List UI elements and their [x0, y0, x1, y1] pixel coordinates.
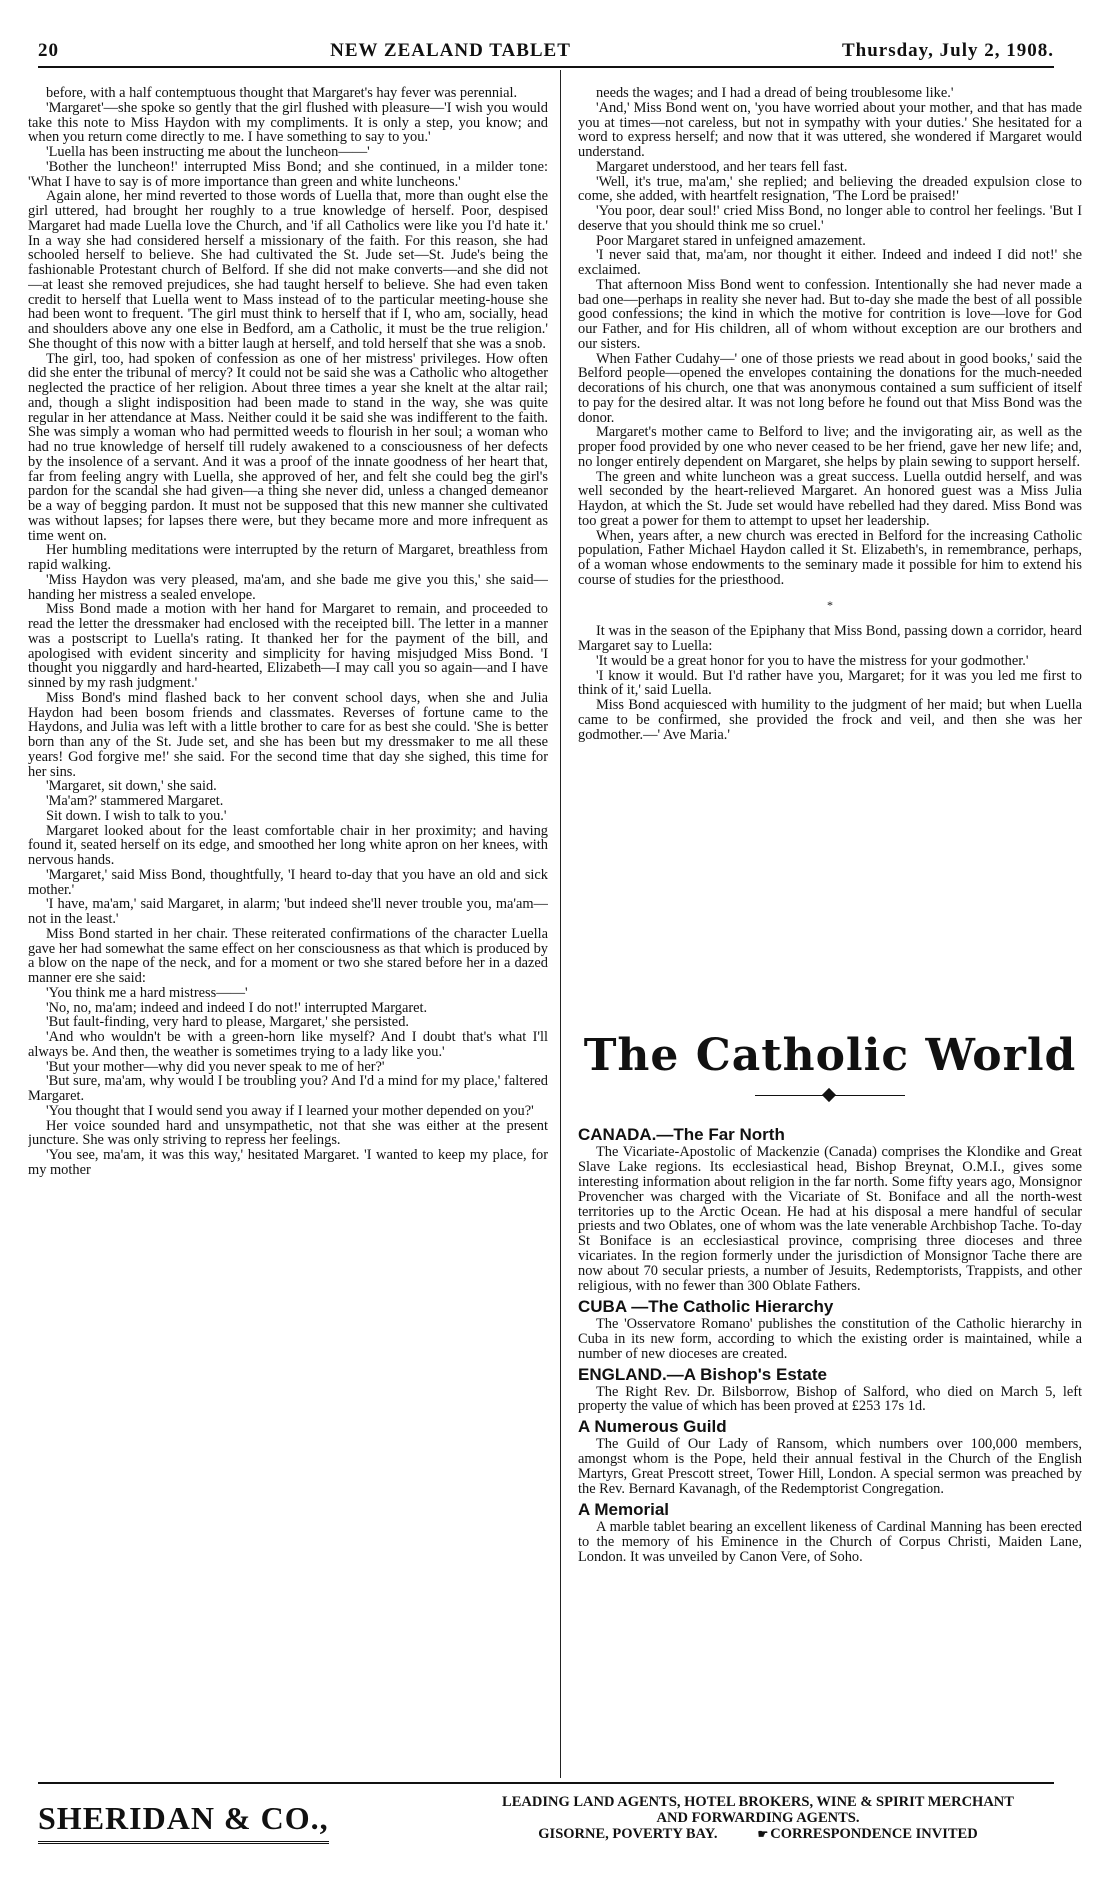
story-paragraph: When Father Cudahy—' one of those priests we read about in good books,' said the Belford people—opened the envelopes containing the donations for the much-needed decorations of his church, one that was anonymous contained a sum sufficient of itself to pay for the desired altar. It was not long before he found out that Miss Bond was the donor. [578, 350, 1082, 426]
news-item-title: CANADA.—The Far North [578, 1125, 785, 1144]
story-paragraph: 'Well, it's true, ma'am,' she replied; and believing the dreaded expulsion close to come, she added, with heartfelt resignation, 'The Lord be praised!' [578, 173, 1082, 205]
header-rule [38, 66, 1054, 68]
ad-firm-name: SHERIDAN & CO., [38, 1800, 329, 1844]
publication-title: NEW ZEALAND TABLET [330, 40, 571, 61]
ad-correspondence-text: CORRESPONDENCE INVITED [770, 1826, 978, 1842]
issue-date: Thursday, July 2, 1908. [841, 40, 1054, 61]
story-paragraph: Margaret looked about for the least comfortable chair in her proximity; and having found it, seated herself on its edge, and smoothed her long white apron on her knees, with nervous hands. [28, 822, 548, 868]
news-item-body: The 'Osservatore Romano' publishes the constitution of the Catholic hierarchy in Cuba in its new form, according to which the existing order is maintained, while a number of new dioceses are created. [578, 1315, 1082, 1362]
story-paragraph: Miss Bond started in her chair. These reiterated confirmations of the character Luella gave her had somewhat the same effect on her consciousness as that which is produced by a blow on the nape of the neck, and for a moment or two she stared before her in a dazed manner ere she said: [28, 925, 548, 986]
ad-line-2: AND FORWARDING AGENTS. [656, 1810, 860, 1826]
story-paragraph: 'But sure, ma'am, why would I be troubling you? And I'd a mind for my place,' faltered Margaret. [28, 1073, 548, 1104]
story-paragraph: 'You think me a hard mistress——' [46, 984, 248, 1001]
epilogue-paragraph: It was in the season of the Epiphany that Miss Bond, passing down a corridor, heard Margaret say to Luella: [578, 623, 1082, 654]
section-heading: The Catholic World [583, 1030, 1077, 1081]
story-paragraph: 'Ma'am?' stammered Margaret. [46, 793, 224, 809]
story-paragraph: 'But your mother—why did you never speak to me of her?' [46, 1058, 385, 1075]
catholic-world-heading-box [578, 1030, 1082, 1096]
pointing-hand-icon: ☛ [757, 1827, 769, 1841]
story-paragraph: 'I have, ma'am,' said Margaret, in alarm; 'but indeed she'll never trouble you, ma'am—not in the least.' [28, 896, 548, 927]
story-paragraph: before, with a half contemptuous thought that Margaret's hay fever was perennial. [46, 86, 518, 101]
news-item-body: The Vicariate-Apostolic of Mackenzie (Canada) comprises the Klondike and Great Slave Lake regions. Its ecclesiastical head, Bishop Breynat, O.M.I., gives some interesting information about religion in the far north. Some fifty years ago, Monsignor Provencher was charged with the Vicariate of St. Boniface and all the north-west territories up to the Arctic Ocean. He had at his disposal a mere handful of secular priests and two Oblates, one of whom was the late venerable Archbishop Tache. To-day St Boniface is an ecclesiastical province, comprising three dioceses and three vicariates. In the region formerly under the jurisdiction of Monsignor Tache there are now about 70 secular priests, a number of Jesuits, Redemptorists, Trappists, and other religious, with no fewer than 300 Oblate Fathers. [578, 1143, 1082, 1295]
story-paragraph: Margaret's mother came to Belford to live; and the invigorating air, as well as the proper food provided by one who never ceased to be her friend, gave her new life; and, no longer entirely dependent on Margaret, she helps by plain sewing to support herself. [578, 424, 1082, 470]
page-header [38, 36, 1054, 62]
story-column-left [28, 86, 548, 1781]
news-item-title: CUBA —The Catholic Hierarchy [578, 1296, 834, 1316]
story-paragraph: 'Margaret, sit down,' she said. [46, 778, 217, 795]
story-paragraph: 'Miss Haydon was very pleased, ma'am, and she bade me give you this,' she said—handing her mistress a sealed envelope. [28, 571, 548, 603]
story-paragraph: The girl, too, had spoken of confession as one of her mistress' privileges. How often did she enter the tribunal of mercy? It could not be said she was a Catholic who altogether neglected the practice of her religion. About three times a year she knelt at the altar rail; and, though a slight indisposition had been made to stand in the way, she was quite regular in her attendance at Mass. Neither could it be said she was indifferent to the faith. She was simply a woman who had permitted weeds to flourish in her soul; a woman who had no true knowledge of herself till rudely awakened to a consciousness of her defects by the insolence of a servant. And it was a proof of the innate goodness of her heart that, far from feeling angry with Luella, she approved of her, and felt she could beg the girl's pardon for the scandal she had given—a thing she never did, unless a changed demeanor be a way of begging pardon. It must not be supposed that this new manner she cultivated was without lapses; for lapses there were, but they became more and more infrequent as time went on. [28, 350, 548, 544]
story-paragraph: 'I never said that, ma'am, nor thought it either. Indeed and indeed I did not!' she exclaimed. [578, 247, 1082, 278]
story-paragraph: 'Luella has been instructing me about the luncheon——' [46, 144, 370, 160]
news-item-body: The Right Rev. Dr. Bilsborrow, Bishop of Salford, who died on March 5, left property the value of which has been proved at £253 17s 1d. [578, 1383, 1082, 1415]
news-item-body: A marble tablet bearing an excellent likeness of Cardinal Manning has been erected to the memory of his Eminence in the Church of Corpus Christi, Maiden Lane, London. It was unveiled by Canon Vere, of Soho. [578, 1518, 1082, 1565]
story-paragraph: 'Margaret,' said Miss Bond, thoughtfully, 'I heard to-day that you have an old and sick mother.' [28, 866, 548, 898]
story-paragraph: Poor Margaret stared in unfeigned amazement. [596, 232, 866, 249]
ad-contact [448, 1826, 1068, 1842]
epilogue-paragraph: 'It would be a great honor for you to have the mistress for your godmother.' [596, 652, 1029, 669]
story-paragraph: 'You poor, dear soul!' cried Miss Bond, no longer able to control her feelings. 'But I deserve that you should think me so cruel.' [578, 203, 1082, 234]
story-paragraph: 'But fault-finding, very hard to please, Margaret,' she persisted. [46, 1014, 409, 1031]
story-paragraph: Miss Bond made a motion with her hand for Margaret to remain, and proceeded to read the letter the dressmaker had enclosed with the receipted bill. The letter in a manner was a postscript to Luella's rating. It thanked her for the payment of the bill, and apologised with evident sincerity and simplicity for having misjudged Miss Bond. 'I thought you niggardly and hard-hearted, Elizabeth—I may call you so again—and I have sinned by my rash judgment.' [28, 601, 548, 691]
story-paragraph: Her voice sounded hard and unsympathetic, not that she was either at the present juncture. She was only striving to repress her feelings. [28, 1117, 548, 1149]
news-item-title: ENGLAND.—A Bishop's Estate [578, 1364, 827, 1384]
catholic-world-news [578, 1122, 1082, 1564]
story-paragraph: Miss Bond's mind flashed back to her convent school days, when she and Julia Haydon had been bosom friends and classmates. Reverses of fortune came to the Haydons, and Julia was left with a little brother to care for as best she could. 'She is better born than any of the St. Jude set, and she has been but my dressmaker to me all these years! God forgive me!' she said. For the second time that day she sighed, this time for her sins. [28, 689, 548, 780]
advertisement [38, 1790, 1058, 1860]
heading-ornament [755, 1095, 905, 1096]
footer-rule [38, 1782, 1054, 1784]
story-paragraph: 'Bother the luncheon!' interrupted Miss Bond; and she continued, in a milder tone: 'What I have to say is of more importance than green and white luncheons.' [28, 158, 548, 190]
story-paragraph: Again alone, her mind reverted to those words of Luella that, more than ought else the girl uttered, had brought her roughly to a true knowledge of herself. Poor, despised Margaret had made Luella love the Church, and 'if all Catholics were like you I'd hate it.' In a way she had considered herself a missionary of the faith. For this reason, she had schooled herself to believe. She had cultivated the St. Jude set—St. Jude's being the fashionable Protestant church of Belford. If she did not make converts—and she did not—at least she removed prejudices, she had taught herself to believe. She had even taken credit to herself that Luella went to Mass instead of to the particular meeting-house she had been wont to frequent. 'The girl must think to herself that if I, who am, socially, head and shoulders above any one else in Bedford, am a Catholic, it must be the true religion.' She thought of this now with a bitter laugh at herself, and told herself that she was a snob. [28, 188, 548, 352]
story-paragraph: 'You see, ma'am, it was this way,' hesitated Margaret. 'I wanted to keep my place, for my mother [28, 1147, 548, 1178]
epilogue-paragraph: Miss Bond acquiesced with humility to the judgment of her maid; but when Luella came to be confirmed, she provided the frock and veil, and then she was her godmother.—' Ave Maria.' [578, 697, 1082, 743]
page-number: 20 [38, 40, 59, 61]
story-paragraph: Her humbling meditations were interrupted by the return of Margaret, breathless from rapid walking. [28, 542, 548, 573]
story-paragraph: That afternoon Miss Bond went to confession. Intentionally she had never made a bad one—perhaps in reality she never had. But to-day she made the best of all possible good confessions; the kind in which the motive for contrition is love—love for God our Father, and for His children, all of whom without exception are our brothers and our sisters. [578, 276, 1082, 352]
ad-correspondence [757, 1826, 977, 1842]
story-paragraph: 'No, no, ma'am; indeed and indeed I do not!' interrupted Margaret. [46, 999, 428, 1016]
story-paragraph: 'And who wouldn't be with a green-horn like myself? And I doubt that's what I'll always be. And then, the weather is sometimes trying to a lady like you.' [28, 1029, 548, 1060]
ad-line-1: LEADING LAND AGENTS, HOTEL BROKERS, WINE & SPIRIT MERCHANT [502, 1794, 1014, 1810]
diamond-ornament-icon [822, 1088, 836, 1102]
story-paragraph: 'Margaret'—she spoke so gently that the girl flushed with pleasure—'I wish you would take this note to Miss Haydon with my compliments. It is only a step, you know; and when you return come directly to me. I have something to say to you.' [28, 99, 548, 146]
news-item-title: A Memorial [578, 1499, 670, 1519]
story-paragraph: 'You thought that I would send you away if I learned your mother depended on you?' [46, 1102, 534, 1119]
column-divider [560, 70, 561, 1778]
story-column-right [578, 86, 1082, 836]
ad-address: GISORNE, POVERTY BAY. [538, 1826, 718, 1842]
story-paragraph: needs the wages; and I had a dread of being troublesome like.' [596, 86, 954, 101]
story-paragraph: Margaret understood, and her tears fell fast. [596, 158, 848, 175]
section-separator: * [827, 597, 833, 612]
story-paragraph: When, years after, a new church was erected in Belford for the increasing Catholic population, Father Michael Haydon called it St. Elizabeth's, in remembrance, perhaps, of a woman whose endowments to the seminary made it possible for him to extend his course of studies for the priesthood. [578, 527, 1082, 588]
ad-text [448, 1794, 1068, 1842]
story-paragraph: 'And,' Miss Bond went on, 'you have worried about your mother, and that has made you at times—not careless, but not in sympathy with your duties.' She hesitated for a word to express herself; and now that it was uttered, she wondered if Margaret would understand. [578, 99, 1082, 160]
story-paragraph: The green and white luncheon was a great success. Luella outdid herself, and was well seconded by the heart-relieved Margaret. An honored guest was a Miss Julia Haydon, at which the St. Jude set would have rebelled had they dared. Miss Bond was too great a power for them to attempt to upset her leadership. [578, 468, 1082, 529]
news-item-title: A Numerous Guild [578, 1417, 727, 1437]
story-paragraph: Sit down. I wish to talk to you.' [46, 807, 227, 824]
news-item-body: The Guild of Our Lady of Ransom, which numbers over 100,000 members, amongst whom is the Pope, held their annual festival in the Church of the English Martyrs, Great Prescott street, Tower Hill, London. A special sermon was preached by the Rev. Bernard Kavanagh, of the Redemptorist Congregation. [578, 1436, 1082, 1497]
epilogue-paragraph: 'I know it would. But I'd rather have you, Margaret; for it was you led me first to think of it,' said Luella. [578, 667, 1082, 699]
